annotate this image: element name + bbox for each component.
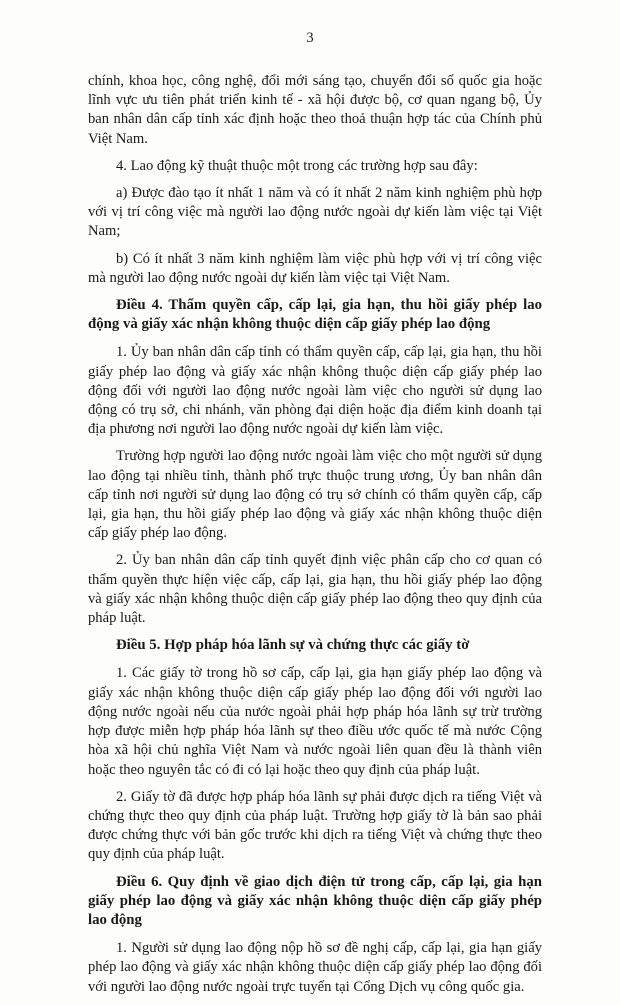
- article-4-clause-2: 2. Ủy ban nhân dân cấp tỉnh quyết định việc phân cấp cho cơ quan có thẩm quyền thực hiện việc cấp, cấp lại, gia hạn, thu hồi giấy phép lao động và giấy xác nhận không thuộc diện cấp giấy phép lao động theo quy định của pháp luật.: [88, 552, 542, 627]
- article-4-clause-1: 1. Ủy ban nhân dân cấp tỉnh có thẩm quyền cấp, cấp lại, gia hạn, thu hồi giấy phép lao động và giấy xác nhận không thuộc diện cấp giấy phép lao động đối với người lao động nước ngoài làm việc cho người sử dụng lao động có trụ sở, chi nhánh, văn phòng đại diện hoặc địa điểm kinh doanh tại địa phương nơi người lao động nước ngoài dự kiến làm việc.: [88, 344, 542, 438]
- clause-4: 4. Lao động kỹ thuật thuộc một trong các trường hợp sau đây:: [116, 157, 478, 174]
- article-5-clause-1: 1. Các giấy tờ trong hồ sơ cấp, cấp lại, gia hạn giấy phép lao động và giấy xác nhận không thuộc diện cấp giấy phép lao động đối với người lao động nước ngoài nếu của nước ngoài phải hợp pháp hóa lãnh sự trừ trường hợp được miễn hợp pháp hóa lãnh sự theo điều ước quốc tế mà nước Cộng hòa xã hội chủ nghĩa Việt Nam và nước ngoài liên quan đều là thành viên hoặc theo nguyên tắc có đi có lại hoặc theo quy định của pháp luật.: [88, 665, 542, 778]
- article-4-clause-1-note: Trường hợp người lao động nước ngoài làm việc cho một người sử dụng lao động tại nhiều tỉnh, thành phố trực thuộc trung ương, Ủy ban nhân dân cấp tỉnh nơi người sử dụng lao động có trụ sở chính có thẩm quyền cấp, cấp lại, gia hạn, thu hồi giấy phép lao động và giấy xác nhận không thuộc diện cấp giấy phép lao động.: [88, 448, 542, 542]
- article-6-clause-1: 1. Người sử dụng lao động nộp hồ sơ đề nghị cấp, cấp lại, gia hạn giấy phép lao động và giấy xác nhận không thuộc diện cấp giấy phép lao động đối với người lao động nước ngoài trực tuyến tại Cổng Dịch vụ công quốc gia.: [88, 940, 542, 995]
- page-number: 3: [306, 30, 314, 46]
- article-5-heading: Điều 5. Hợp pháp hóa lãnh sự và chứng thực các giấy tờ: [116, 637, 470, 654]
- article-4-heading: Điều 4. Thẩm quyền cấp, cấp lại, gia hạn, thu hồi giấy phép lao động và giấy xác nhận không thuộc diện cấp giấy phép lao động: [88, 297, 542, 333]
- article-5-clause-2: 2. Giấy tờ đã được hợp pháp hóa lãnh sự phải được dịch ra tiếng Việt và chứng thực theo quy định của pháp luật. Trường hợp giấy tờ là bản sao phải được chứng thực với bản gốc trước khi dịch ra tiếng Việt và chứng thực theo quy định của pháp luật.: [88, 788, 542, 863]
- clause-4a: a) Được đào tạo ít nhất 1 năm và có ít nhất 2 năm kinh nghiệm phù hợp với vị trí công việc mà người lao động nước ngoài dự kiến làm việc tại Việt Nam;: [88, 185, 542, 240]
- article-6-heading: Điều 6. Quy định về giao dịch điện tử trong cấp, cấp lại, gia hạn giấy phép lao động và giấy xác nhận không thuộc diện cấp giấy phép lao động: [88, 873, 542, 928]
- clause-4b: b) Có ít nhất 3 năm kinh nghiệm làm việc phù hợp với vị trí công việc mà người lao động nước ngoài dự kiến làm việc tại Việt Nam.: [88, 250, 542, 286]
- document-body: [88, 72, 542, 1005]
- paragraph: chính, khoa học, công nghệ, đổi mới sáng tạo, chuyển đổi số quốc gia hoặc lĩnh vực ưu tiên phát triển kinh tế - xã hội được bộ, cơ quan ngang bộ, Ủy ban nhân dân cấp tỉnh xác định hoặc theo thoả thuận hợp tác của Chính phủ Việt Nam.: [88, 73, 542, 147]
